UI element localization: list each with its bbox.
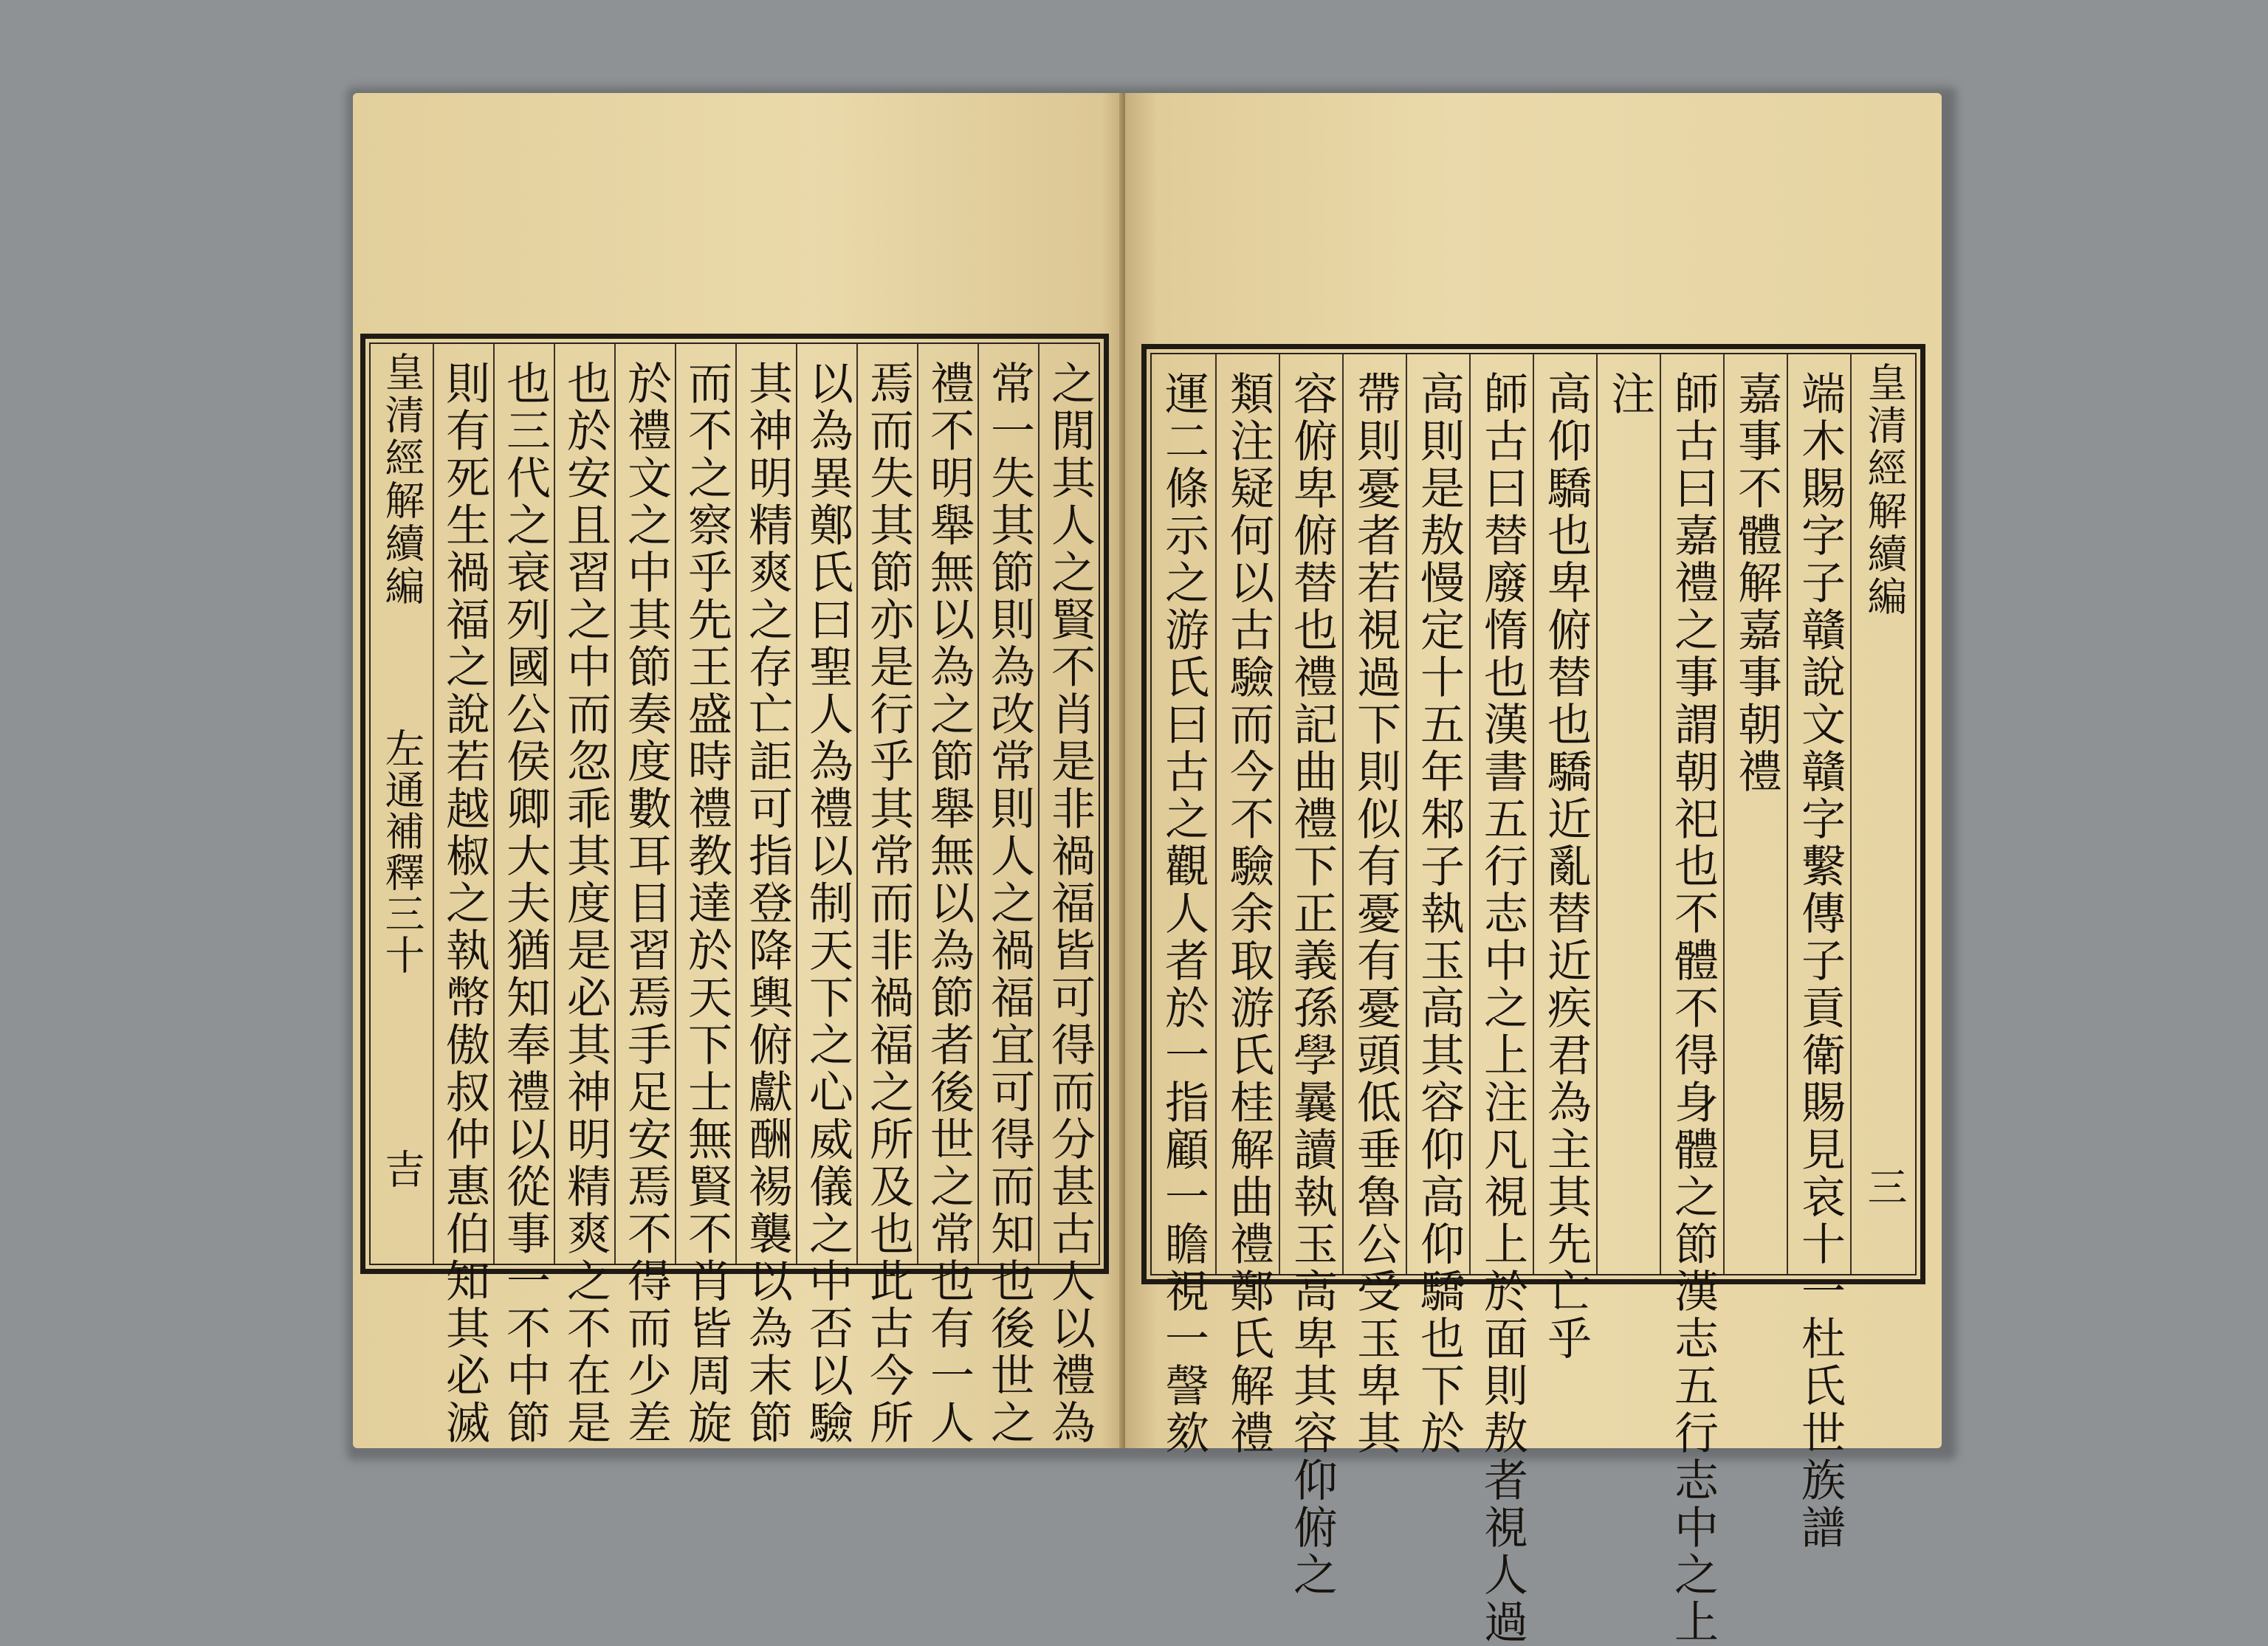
right-column-9: 容俯卑俯替也禮記曲禮下正義孫學曩讀執玉高卑其容仰俯之 (1279, 354, 1344, 1274)
left-page-frame (360, 334, 1109, 1447)
left-column-4: 焉而失其節亦是行乎其常而非禍福之所及也此古今所 (856, 344, 918, 1264)
right-margin-column (1850, 354, 1917, 1274)
right-margin-title: 皇清經解續編 (1861, 362, 1908, 619)
left-margin-title: 皇清經解續編 (379, 351, 425, 608)
right-column-8: 帶則憂者若視過下則似有憂有憂頭低垂魯公受玉卑其 (1342, 354, 1407, 1274)
left-column-6: 其神明精爽之存亡詎可指登降輿俯獻酬裼襲以為末節 (735, 344, 797, 1264)
right-page-columns (1150, 353, 1917, 1646)
left-page-columns (369, 342, 1100, 1447)
left-margin-section: 左通補釋三十 (379, 728, 425, 976)
left-margin-column (371, 344, 433, 1264)
left-column-1: 之閒其人之賢不肖是非禍福皆可得而分甚古人以禮為 (1038, 344, 1100, 1264)
right-column-7: 高則是敖慢定十五年邾子執玉高其容仰高仰驕也下於 (1406, 354, 1471, 1274)
left-column-11: 則有死生禍福之說若越椒之執幣傲叔仲惠伯知其必滅 (433, 344, 495, 1264)
right-column-4: 注 (1596, 354, 1661, 1274)
left-column-2: 常一失其節則為改常則人之禍福宜可得而知也後世之 (977, 344, 1040, 1264)
left-column-3: 禮不明舉無以為之節舉無以為節者後世之常也有一人 (917, 344, 979, 1264)
right-page-frame (1141, 344, 1925, 1646)
left-column-5: 以為異鄭氏曰聖人為禮以制天下之心威儀之中否以驗 (796, 344, 858, 1264)
right-column-10: 類注疑何以古驗而今不驗余取游氏桂解曲禮鄭氏解禮 (1215, 354, 1280, 1274)
left-margin-folio: 吉 (379, 1149, 425, 1191)
left-column-8: 於禮文之中其節奏度數耳目習焉手足安焉不得而少差 (614, 344, 676, 1264)
left-page (353, 93, 1125, 1448)
right-column-3: 師古曰嘉禮之事謂朝祀也不體不得身體之節漢志五行志中之上 (1660, 354, 1725, 1274)
left-column-9: 也於安且習之中而忽乖其度是必其神明精爽之不在是 (554, 344, 616, 1264)
right-column-11: 運二條示之游氏曰古之觀人者於一指顧一瞻視一謦欬 (1158, 371, 1209, 1457)
right-page (1125, 93, 1942, 1646)
right-margin-folio: 三 (1861, 1166, 1908, 1209)
left-column-7: 而不之察乎先王盛時禮教達於天下士無賢不肖皆周旋 (675, 344, 737, 1264)
right-column-5: 高仰驕也卑俯替也驕近亂替近疾君為主其先亡乎 (1533, 354, 1598, 1274)
right-column-2: 嘉事不體解嘉事朝禮 (1723, 354, 1788, 1274)
right-column-6: 師古曰替廢惰也漢書五行志中之上注凡視上於面則敖者視人過 (1469, 354, 1534, 1274)
right-column-1: 端木賜字子贛說文贛字繫傳子貢衛賜見哀十一杜氏世族譜 (1787, 354, 1852, 1274)
left-column-10: 也三代之衰列國公侯卿大夫猶知奉禮以從事一不中節 (493, 344, 555, 1264)
